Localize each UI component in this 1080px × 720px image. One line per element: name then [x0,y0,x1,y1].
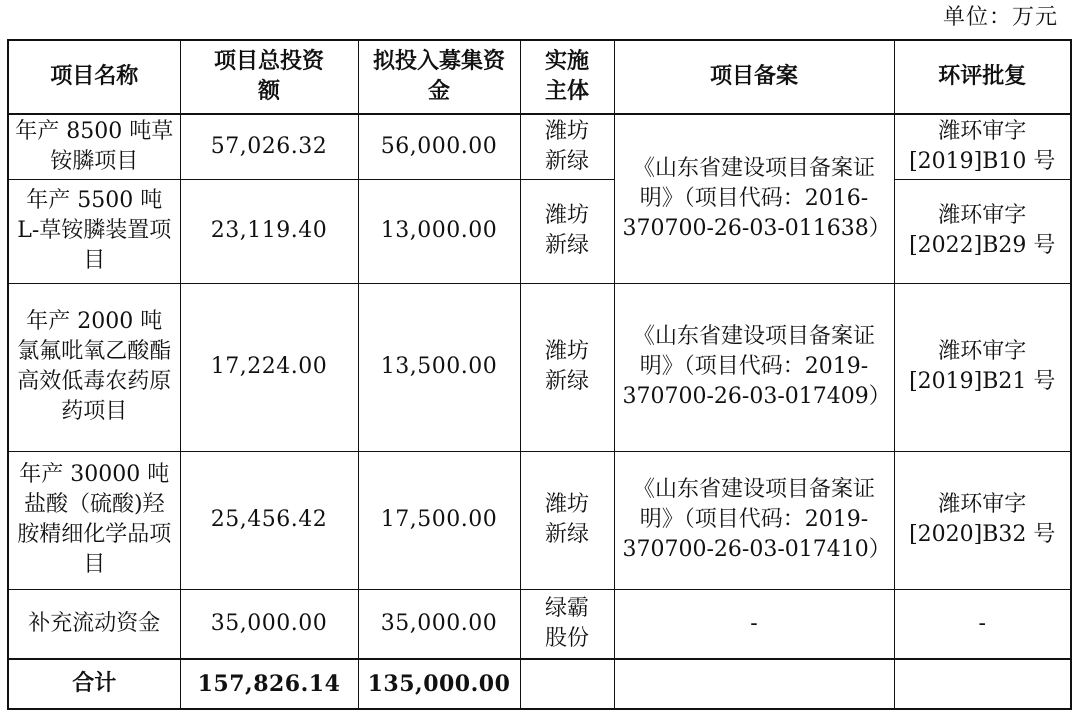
header-entity: 实施主体 [520,40,614,114]
table-row [8,114,1071,179]
empty-cell [614,659,894,709]
project-filing: 《山东省建设项目备案证明》（项目代码：2016-370700-26-03-011638） [614,114,894,283]
table-row [8,451,1071,589]
planned-funds: 35,000.00 [358,589,520,659]
table-row [8,179,1071,283]
eia-approval: - [894,589,1071,659]
total-investment: 17,224.00 [180,283,358,451]
entity: 潍坊新绿 [520,114,614,179]
header-project-name: 项目名称 [8,40,180,114]
project-filing: 《山东省建设项目备案证明》（项目代码：2019-370700-26-03-017410） [614,451,894,589]
header-planned-funds: 拟投入募集资金 [358,40,520,114]
project-name: 年产 8500 吨草铵膦项目 [8,114,180,179]
total-investment: 35,000.00 [180,589,358,659]
project-name: 补充流动资金 [8,589,180,659]
entity: 潍坊新绿 [520,451,614,589]
total-row [8,659,1071,709]
header-filing: 项目备案 [614,40,894,114]
planned-funds: 13,500.00 [358,283,520,451]
header-eia: 环评批复 [894,40,1071,114]
project-name: 年产 30000 吨盐酸（硫酸)羟胺精细化学品项目 [8,451,180,589]
table-header-row [8,40,1071,114]
planned-funds: 56,000.00 [358,114,520,179]
total-investment: 25,456.42 [180,451,358,589]
table-row [8,589,1071,659]
project-filing: - [614,589,894,659]
eia-approval: 潍环审字[2019]B10 号 [894,114,1071,179]
total-investment: 23,119.40 [180,179,358,283]
table-row [8,283,1071,451]
project-name: 年产 5500 吨L-草铵膦装置项目 [8,179,180,283]
total-investment: 57,026.32 [180,114,358,179]
total-investment-sum: 157,826.14 [180,659,358,709]
empty-cell [894,659,1071,709]
empty-cell [520,659,614,709]
entity: 潍坊新绿 [520,179,614,283]
header-total-investment: 项目总投资额 [180,40,358,114]
project-name: 年产 2000 吨氯氟吡氧乙酸酯高效低毒农药原药项目 [8,283,180,451]
planned-funds: 13,000.00 [358,179,520,283]
planned-funds-sum: 135,000.00 [358,659,520,709]
eia-approval: 潍环审字[2022]B29 号 [894,179,1071,283]
entity: 潍坊新绿 [520,283,614,451]
eia-approval: 潍环审字[2019]B21 号 [894,283,1071,451]
fund-use-table [7,39,1072,710]
unit-label: 单位：万元 [942,5,1058,30]
total-label: 合计 [8,659,180,709]
entity: 绿霸股份 [520,589,614,659]
planned-funds: 17,500.00 [358,451,520,589]
project-filing: 《山东省建设项目备案证明》（项目代码：2019-370700-26-03-017409） [614,283,894,451]
eia-approval: 潍环审字[2020]B32 号 [894,451,1071,589]
